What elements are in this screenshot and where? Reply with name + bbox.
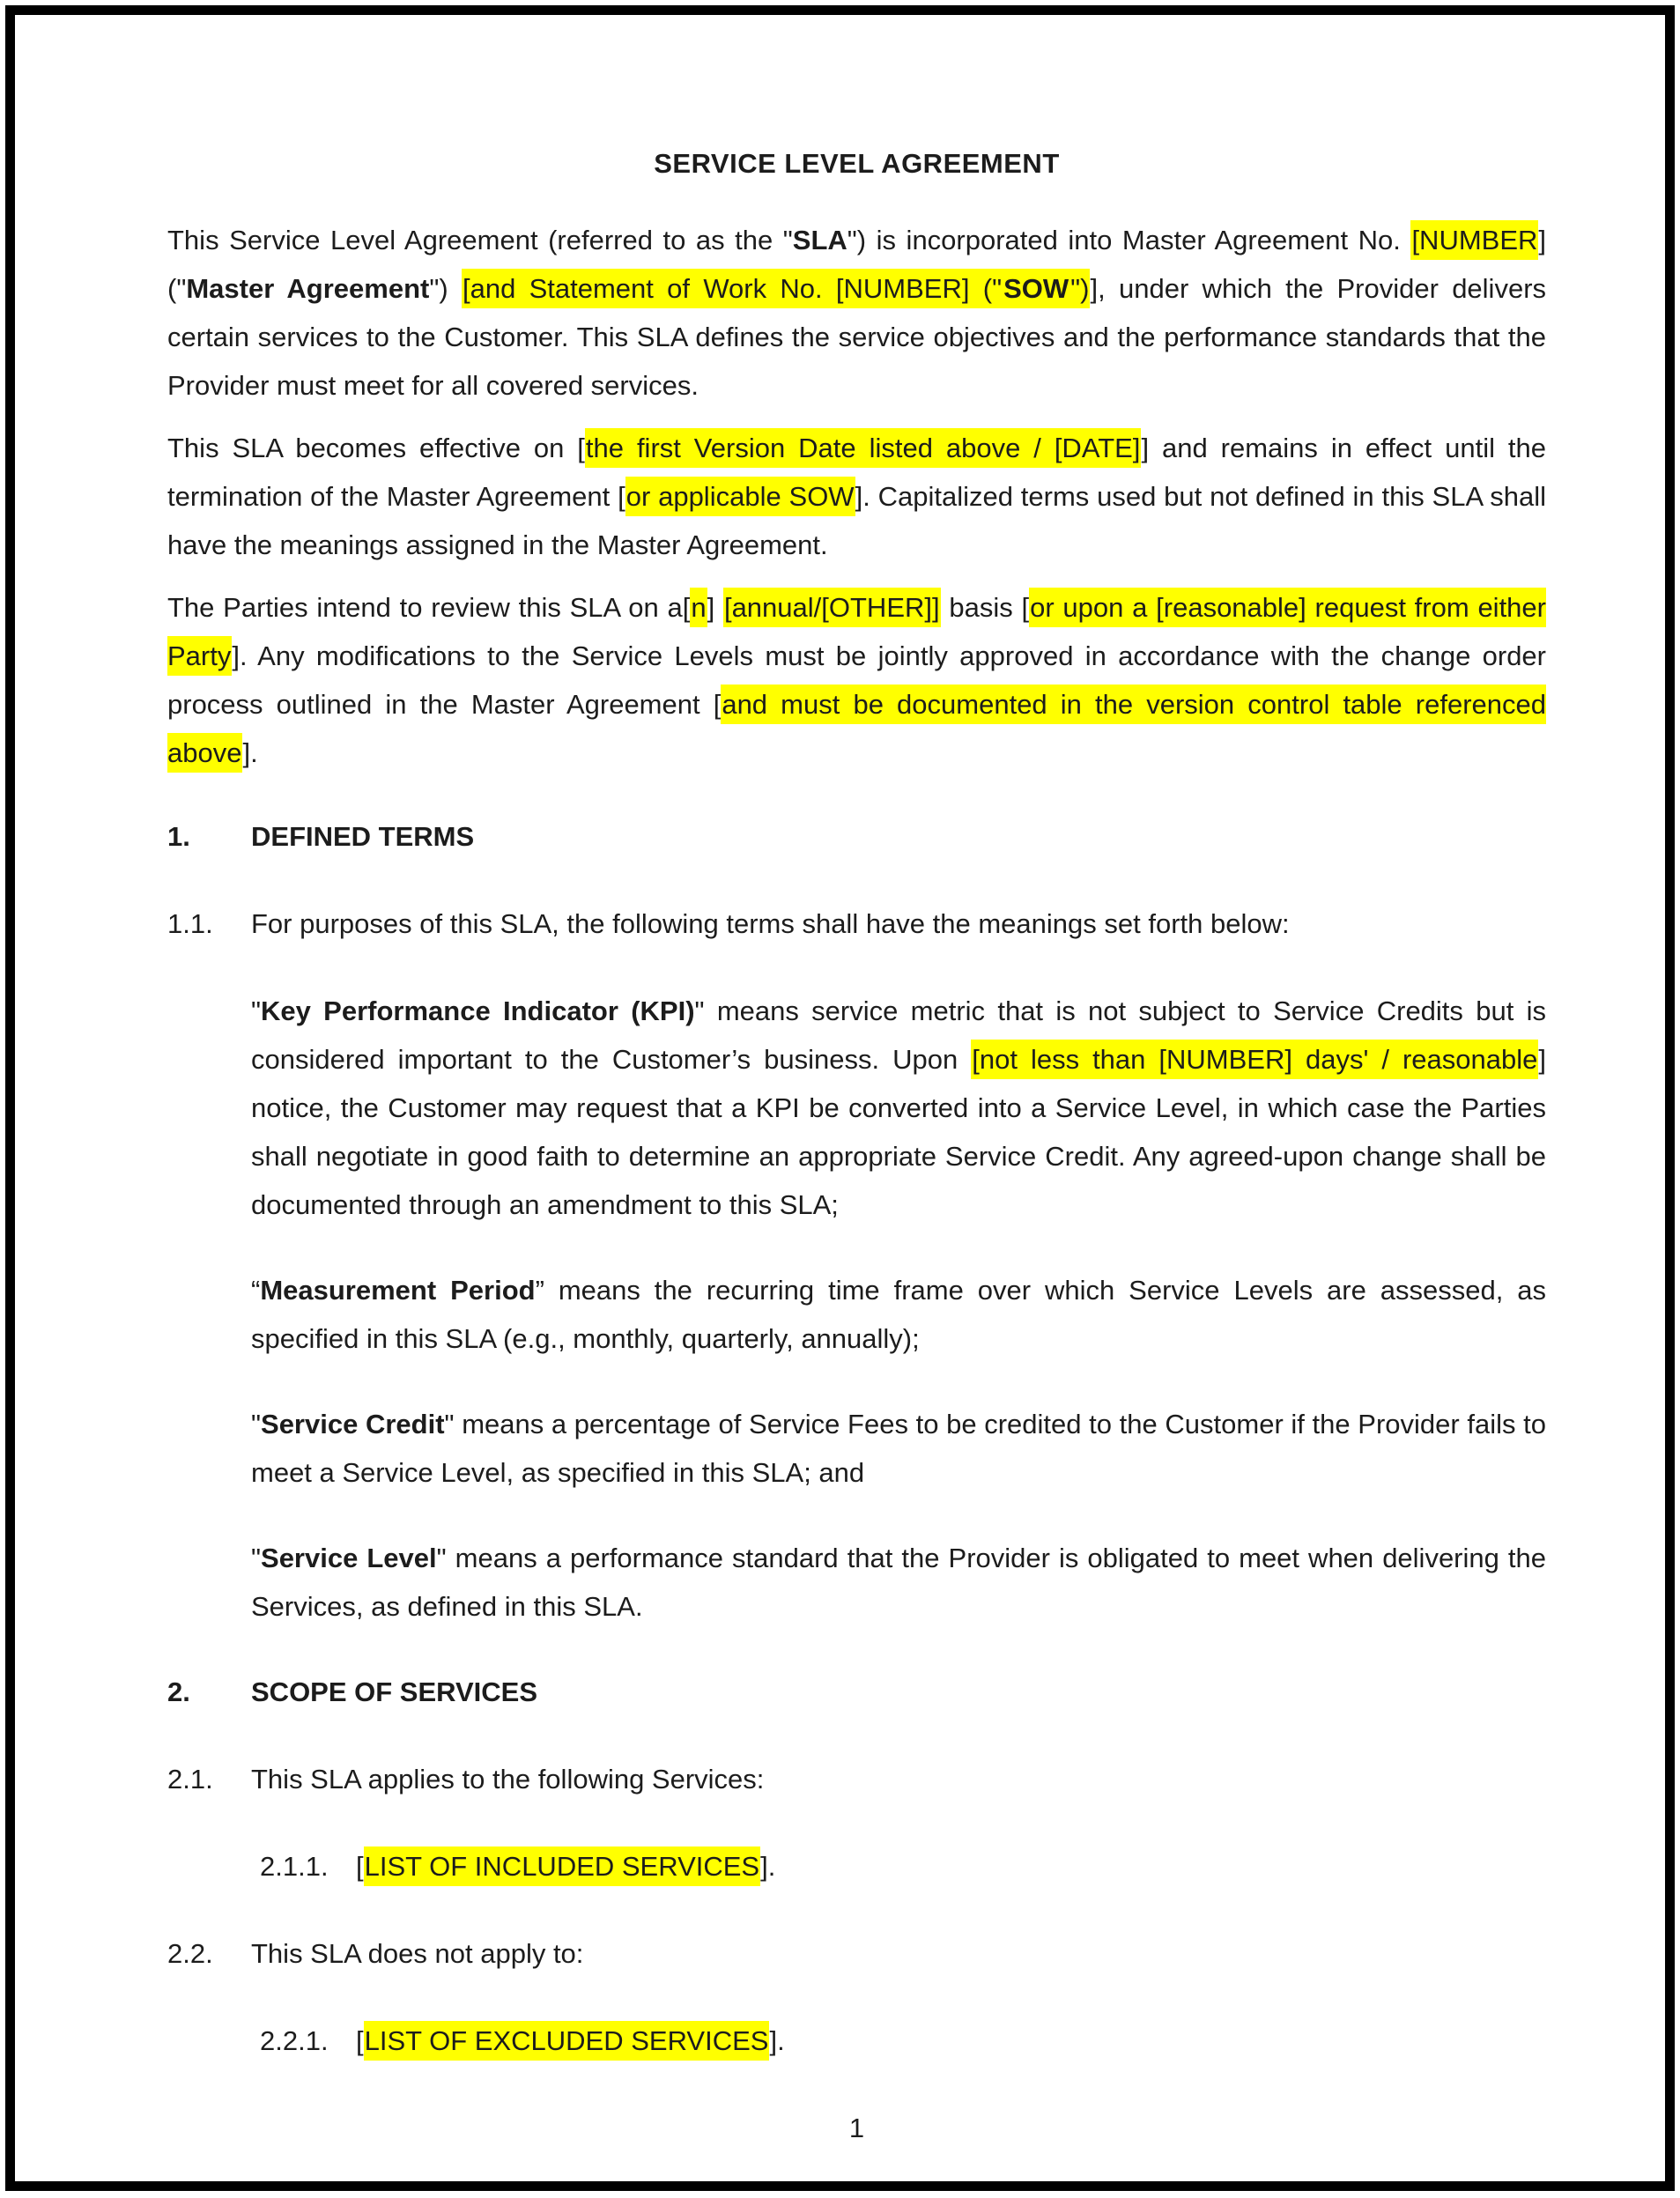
definition-kpi: "Key Performance Indicator (KPI)" means service metric that is not subject to Service Credits but is considered important to the Customer’s business. Upon [not less than [NUMBER] days' / reasonable] notice, the Customer may request that a KPI be converted into a Service Level, in which case the Parties shall negotiate in good faith to determine an appropriate Service Credit. Any agreed-upon change shall be documented through an amendment to this SLA; bbox=[251, 995, 1546, 1220]
section-2-heading bbox=[167, 1668, 1546, 1716]
clause-2-2-number: 2.2. bbox=[167, 1938, 213, 1969]
definition-service-level: "Service Level" means a performance standard that the Provider is obligated to meet when delivering the Services, as defined in this SLA. bbox=[251, 1543, 1546, 1622]
definition-measurement-period: “Measurement Period” means the recurring time frame over which Service Levels are assessed, as specified in this SLA (e.g., monthly, quarterly, annually); bbox=[251, 1275, 1546, 1354]
clause-2-2-1 bbox=[167, 2017, 1546, 2065]
section-1-number: 1. bbox=[167, 821, 190, 852]
clause-1-1 bbox=[167, 899, 1546, 948]
clause-1-1-text: For purposes of this SLA, the following terms shall have the meanings set forth below: bbox=[251, 908, 1290, 939]
clause-2-2-text: This SLA does not apply to: bbox=[251, 1938, 584, 1969]
clause-2-2-1-number: 2.2.1. bbox=[260, 2025, 329, 2056]
clause-1-1-number: 1.1. bbox=[167, 908, 213, 939]
section-1-label: DEFINED TERMS bbox=[251, 821, 475, 852]
clause-2-2 bbox=[167, 1929, 1546, 1978]
clause-2-1-number: 2.1. bbox=[167, 1764, 213, 1795]
intro-paragraph-1: This Service Level Agreement (referred to as the "SLA") is incorporated into Master Agreement No. [NUMBER] ("Master Agreement") [and Statement of Work No. [NUMBER] ("SOW")], under which the Provider delivers certain services to the Customer. This SLA defines the service objectives and the performance standards that the Provider must meet for all covered services. bbox=[167, 216, 1546, 410]
clause-2-1 bbox=[167, 1755, 1546, 1803]
document-title: SERVICE LEVEL AGREEMENT bbox=[654, 148, 1060, 179]
clause-2-1-text: This SLA applies to the following Services: bbox=[251, 1764, 765, 1795]
page-number: 1 bbox=[848, 2113, 865, 2143]
clause-2-1-1-number: 2.1.1. bbox=[260, 1851, 329, 1882]
clause-2-1-1 bbox=[167, 1842, 1546, 1891]
section-1-heading bbox=[167, 812, 1546, 861]
clause-2-1-1-text: [LIST OF INCLUDED SERVICES]. bbox=[356, 1846, 775, 1886]
clause-2-2-1-text: [LIST OF EXCLUDED SERVICES]. bbox=[356, 2021, 785, 2061]
intro-paragraph-2: This SLA becomes effective on [the first Version Date listed above / [DATE]] and remains in effect until the termination of the Master Agreement [or applicable SOW]. Capitalized terms used but not defined in this SLA shall have the meanings assigned in the Master Agreement. bbox=[167, 424, 1546, 569]
definition-service-credit: "Service Credit" means a percentage of Service Fees to be credited to the Customer if the Provider fails to meet a Service Level, as specified in this SLA; and bbox=[251, 1409, 1546, 1488]
document-content bbox=[167, 139, 1546, 2152]
section-2-label: SCOPE OF SERVICES bbox=[251, 1676, 538, 1707]
intro-paragraph-3: The Parties intend to review this SLA on a[n] [annual/[OTHER]] basis [or upon a [reasonable] request from either Party]. Any modifications to the Service Levels must be jointly approved in accordance with the change order process outlined in the Master Agreement [and must be documented in the version control table referenced above]. bbox=[167, 583, 1546, 777]
section-2-number: 2. bbox=[167, 1676, 190, 1707]
